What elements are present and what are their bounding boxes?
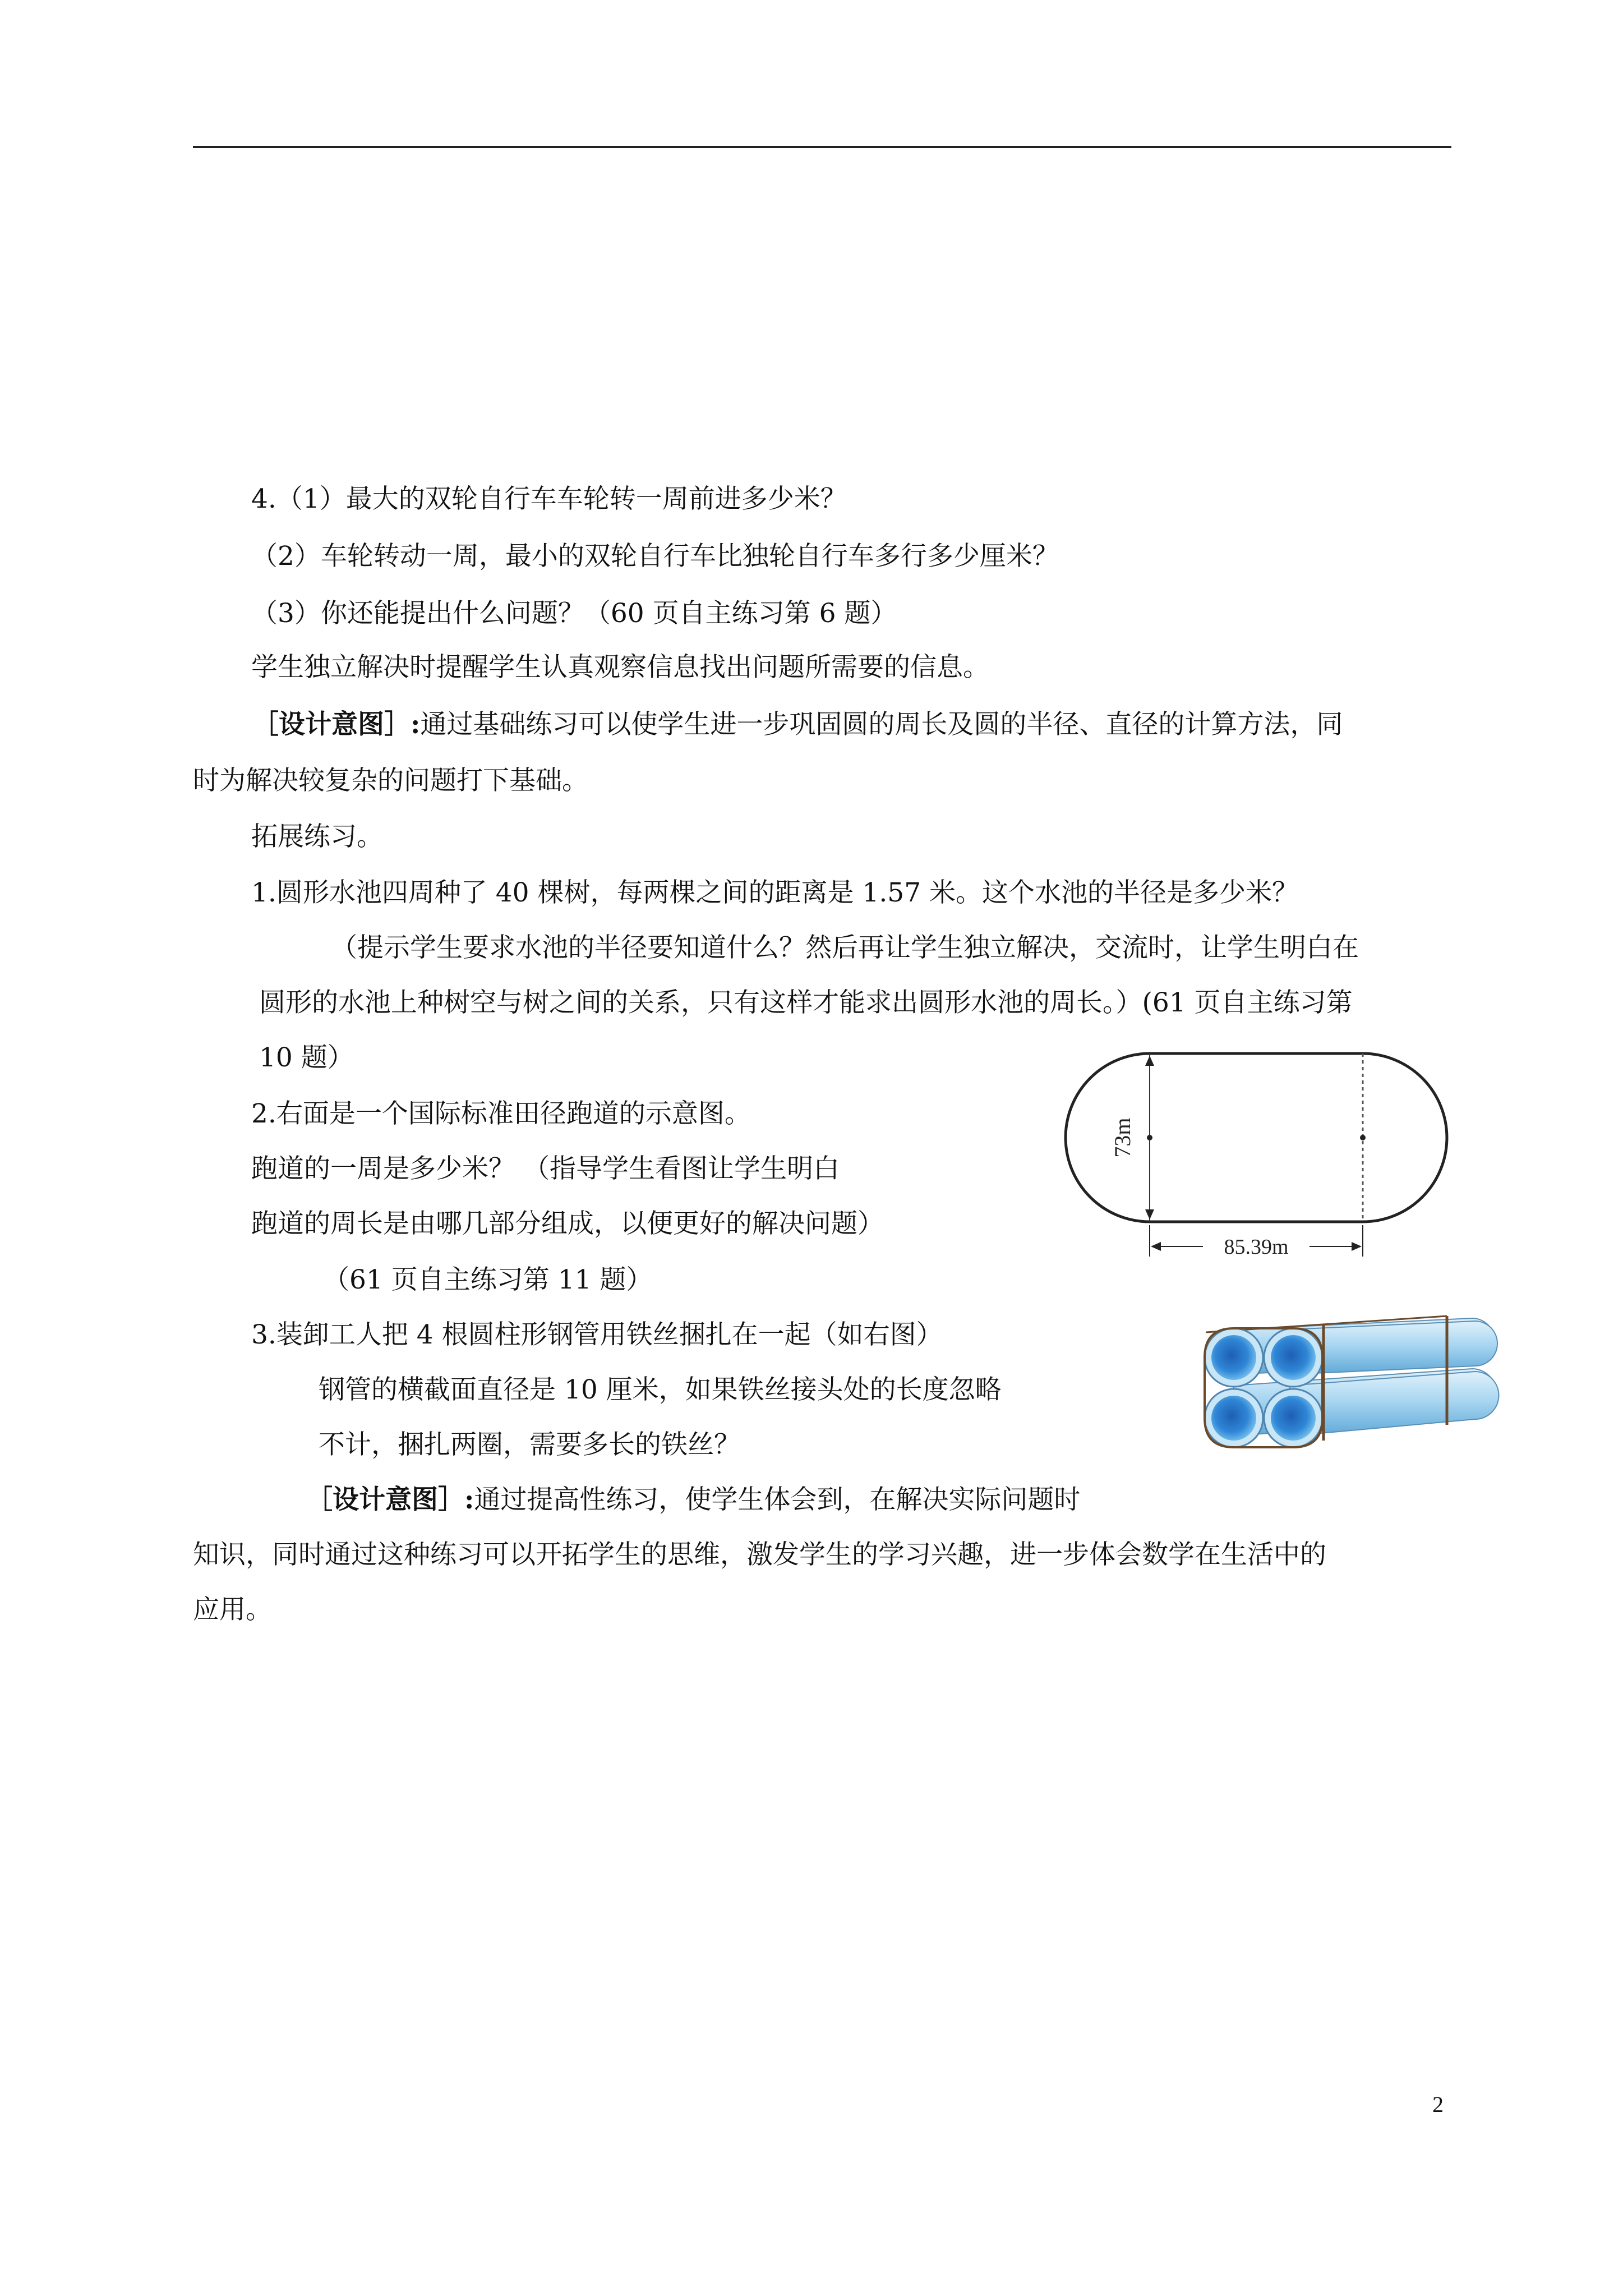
- bundled-pipes-illustration: [1183, 1307, 1503, 1503]
- teacher-note-1: 学生独立解决时提醒学生认真观察信息找出问题所需要的信息。: [251, 652, 989, 683]
- ext-q1-hint-3: 10 题）: [259, 1042, 354, 1073]
- ext-q1-hint-2: 圆形的水池上种树空与树之间的关系，只有这样才能求出圆形水池的周长。）(61 页自主练习第: [259, 987, 1353, 1018]
- q4-part1: 4.（1）最大的双轮自行车车轮转一周前进多少米？: [251, 484, 847, 514]
- ext-q2-line2: 跑道的一周是多少米？ （指导学生看图让学生明白: [251, 1153, 840, 1184]
- ext-q2-ref: （61 页自主练习第 11 题）: [323, 1264, 653, 1295]
- design-intent-1-cont: 时为解决较复杂的问题打下基础。: [193, 765, 588, 796]
- ext-q3-line2: 钢管的横截面直径是 10 厘米，如果铁丝接头处的长度忽略: [319, 1374, 1002, 1405]
- ext-q1: 1.圆形水池四周种了 40 棵树，每两棵之间的距离是 1.57 米。这个水池的半径是多少米？: [251, 877, 1299, 908]
- track-center-right: [1360, 1135, 1366, 1140]
- design-intent-2: [306, 1483, 1080, 1517]
- design-intent-label-2: ［设计意图］:: [306, 1484, 474, 1515]
- track-length-arrowhead-left: [1151, 1242, 1161, 1251]
- track-length-label: 85.39m: [1224, 1235, 1289, 1259]
- design-intent-2-end: 应用。: [193, 1594, 272, 1625]
- design-intent-2-cont: 知识，同时通过这种练习可以开拓学生的思维，激发学生的学习兴趣，进一步体会数学在生活中的: [193, 1539, 1326, 1570]
- ext-q3-line3: 不计，捆扎两圈，需要多长的铁丝？: [319, 1429, 740, 1460]
- header-rule: [193, 146, 1451, 148]
- design-intent-1: [252, 708, 1343, 742]
- running-track-diagram: [1054, 1048, 1458, 1272]
- ext-q2-line3: 跑道的周长是由哪几部分组成，以便更好的解决问题）: [251, 1208, 884, 1239]
- design-intent-text-2: 通过提高性练习，使学生体会到，在解决实际问题时: [474, 1484, 1081, 1515]
- track-height-label: 73m: [1110, 1117, 1135, 1158]
- q4-part2: （2）车轮转动一周，最小的双轮自行车比独轮自行车多行多少厘米？: [251, 541, 1059, 572]
- q4-part3: （3）你还能提出什么问题？（60 页自主练习第 6 题）: [251, 598, 897, 629]
- ext-q2: 2.右面是一个国际标准田径跑道的示意图。: [251, 1098, 751, 1129]
- track-length-arrowhead-right: [1352, 1242, 1362, 1251]
- design-intent-text-1: 通过基础练习可以使学生进一步巩固圆的周长及圆的半径、直径的计算方法，同: [420, 709, 1343, 740]
- ext-q3: 3.装卸工人把 4 根圆柱形钢管用铁丝捆扎在一起（如右图）: [251, 1319, 943, 1350]
- design-intent-label-1: ［设计意图］:: [252, 709, 421, 740]
- track-center-left: [1147, 1135, 1152, 1140]
- extension-heading: 拓展练习。: [251, 821, 383, 852]
- ext-q1-hint-1: （提示学生要求水池的半径要知道什么？然后再让学生独立解决，交流时，让学生明白在: [331, 932, 1359, 963]
- page-number: 2: [1432, 2092, 1444, 2117]
